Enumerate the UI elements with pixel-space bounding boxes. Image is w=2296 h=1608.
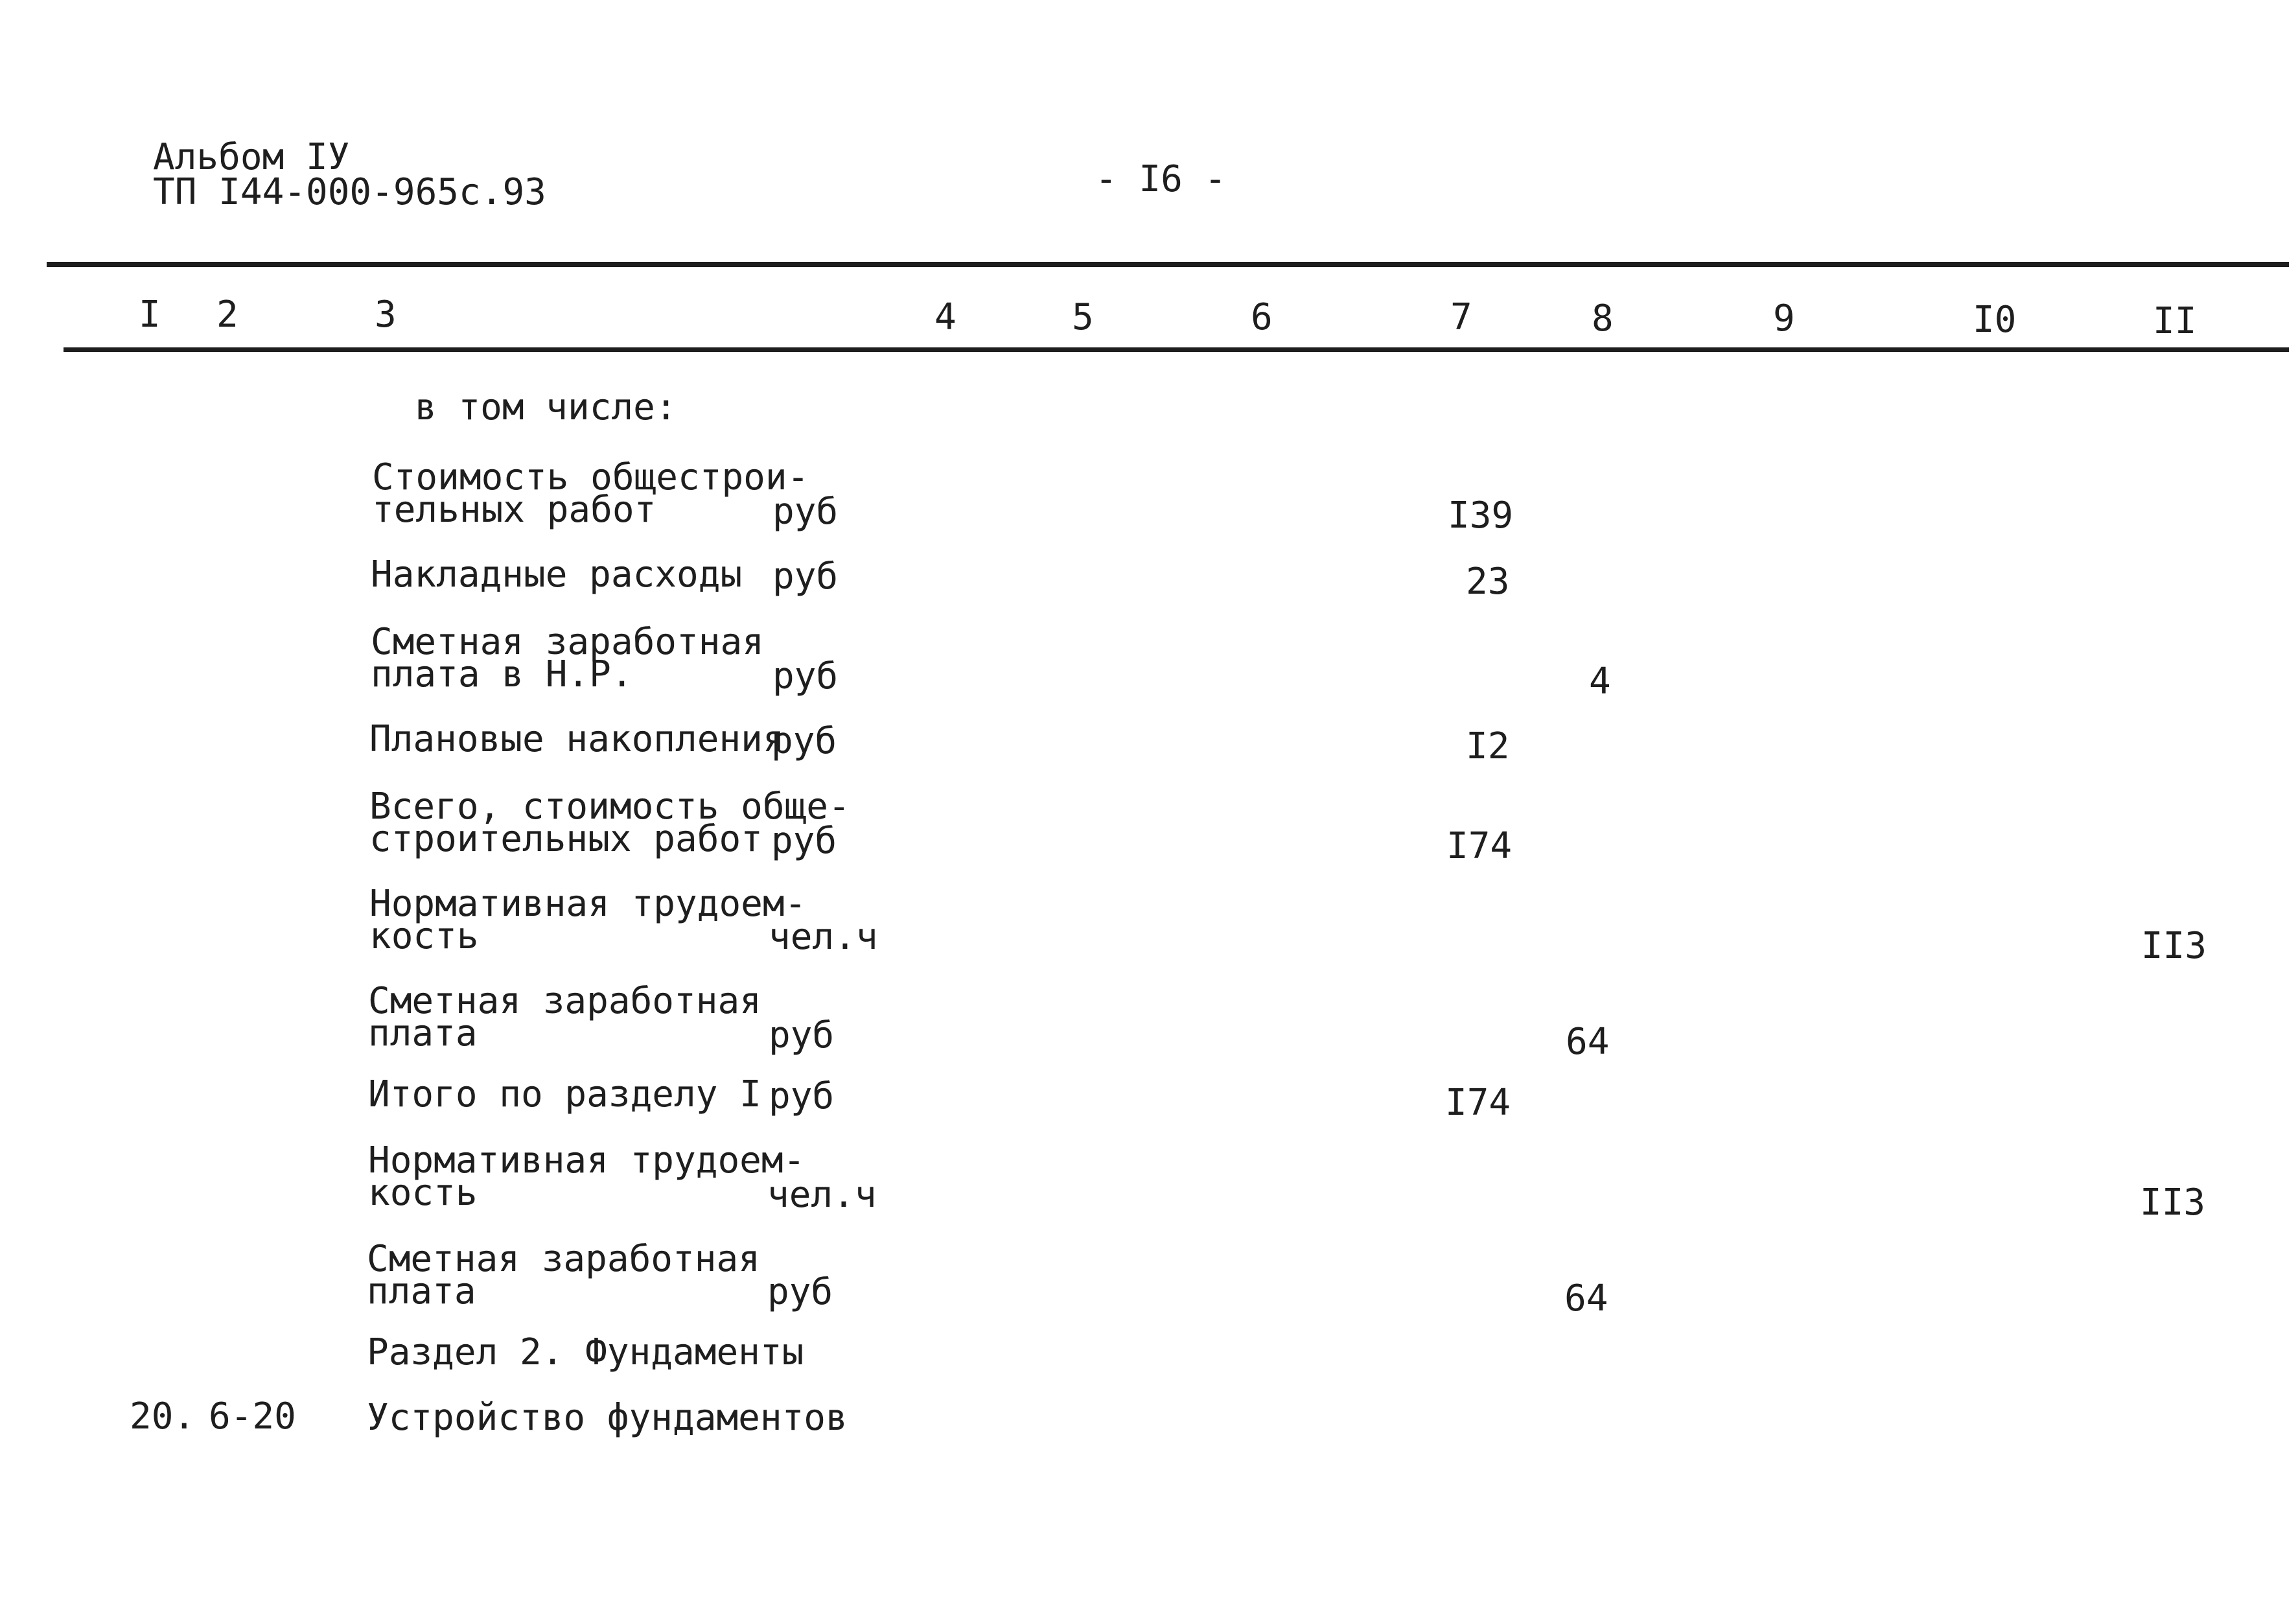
column-header-9: 9 <box>1773 297 1795 340</box>
column-header-1: I <box>139 294 161 336</box>
row-label: в том числе: <box>415 386 677 428</box>
row-label: Сметная заработная плата <box>368 980 761 1055</box>
row-unit: руб <box>767 1271 833 1313</box>
row-label: Накладные расходы <box>371 553 743 596</box>
row-value-col11: II3 <box>2140 1182 2206 1224</box>
row-label: Всего, стоимость обще- строительных работ <box>369 786 850 860</box>
row-label: Стоимость общестрои- тельных работ <box>372 456 809 531</box>
row-unit: руб <box>769 1075 835 1117</box>
row-value-col8: 64 <box>1564 1277 1608 1320</box>
column-header-6: 6 <box>1251 296 1273 338</box>
section-heading: Раздел 2. Фундаменты <box>367 1331 804 1373</box>
column-header-3: 3 <box>375 294 397 336</box>
row-unit: чел.ч <box>769 916 878 958</box>
column-header-10: I0 <box>1973 299 2017 341</box>
row-value-col11: II3 <box>2141 925 2207 967</box>
row-unit: руб <box>771 720 837 762</box>
page-number: - I6 - <box>1095 158 1227 200</box>
row-unit: руб <box>772 491 839 533</box>
column-header-7: 7 <box>1450 296 1472 338</box>
item-number: 20. <box>130 1395 196 1438</box>
column-header-5: 5 <box>1072 296 1094 338</box>
row-value-col8: 64 <box>1566 1021 1610 1063</box>
row-unit: руб <box>769 1014 835 1056</box>
row-value-col8: 4 <box>1589 660 1611 703</box>
row-value-col7: 23 <box>1466 561 1510 603</box>
column-header-4: 4 <box>934 296 957 338</box>
column-header-11: II <box>2153 300 2197 342</box>
table-top-rule <box>47 262 2289 267</box>
row-label: Плановые накопления <box>369 718 785 760</box>
row-label: Сметная заработная плата <box>367 1238 760 1312</box>
row-unit: руб <box>772 555 839 598</box>
row-label: Итого по разделу I <box>368 1073 761 1115</box>
item-label: Устройство фундаментов <box>367 1397 848 1439</box>
column-header-8: 8 <box>1592 297 1614 340</box>
row-value-col7: I74 <box>1446 825 1513 867</box>
row-label: Нормативная трудоем- кость <box>369 883 807 957</box>
column-header-2: 2 <box>216 294 238 336</box>
row-value-col7: I74 <box>1445 1082 1511 1124</box>
row-value-col7: I2 <box>1466 725 1510 767</box>
row-unit: чел.ч <box>767 1174 877 1216</box>
item-code: 6-20 <box>209 1395 296 1438</box>
row-label: Сметная заработная плата в Н.Р. <box>371 621 764 695</box>
album-label: Альбом IУ <box>153 136 350 178</box>
row-unit: руб <box>771 820 837 862</box>
row-unit: руб <box>772 655 839 697</box>
table-header-bottom-rule <box>64 347 2289 352</box>
row-value-col7: I39 <box>1448 495 1514 537</box>
project-code: ТП I44-000-965с.93 <box>153 171 546 213</box>
row-label: Нормативная трудоем- кость <box>368 1139 806 1214</box>
